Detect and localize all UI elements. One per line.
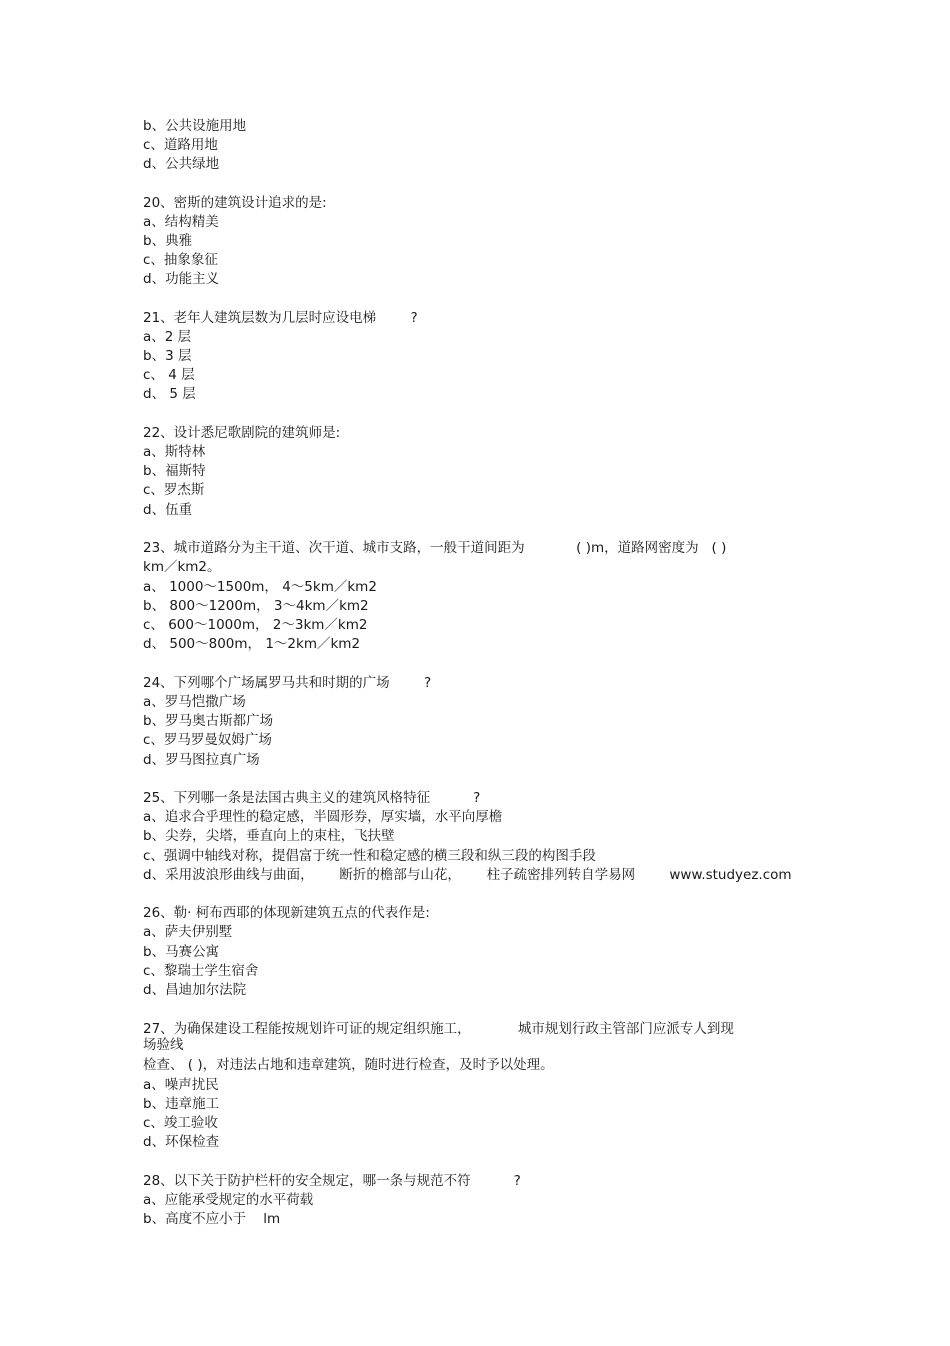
option-c-q25: c、强调中轴线对称，提倡富于统一性和稳定感的横三段和纵三段的构图手段 bbox=[143, 848, 596, 864]
option-a-q27: a、噪声扰民 bbox=[143, 1077, 219, 1093]
question-23: 23、城市道路分为主干道、次干道、城市支路，一般干道间距为 ( )m，道路网密度为 ( ) bbox=[143, 540, 727, 556]
option-d-q21: d、 5 层 bbox=[143, 386, 196, 402]
option-b-q26: b、马赛公寓 bbox=[143, 944, 220, 960]
question-21: 21、老年人建筑层数为几层时应设电梯 ? bbox=[143, 310, 418, 326]
option-d-q24: d、罗马图拉真广场 bbox=[143, 752, 260, 768]
option-c-q20: c、抽象象征 bbox=[143, 252, 218, 268]
option-a-q25: a、追求合乎理性的稳定感，半圆形券，厚实墙，水平向厚檐 bbox=[143, 809, 503, 825]
option-b-q23: b、 800～1200m， 3～4km／km2 bbox=[143, 598, 369, 614]
option-c-q22: c、罗杰斯 bbox=[143, 482, 205, 498]
option-c-q21: c、 4 层 bbox=[143, 367, 195, 383]
question-24: 24、下列哪个广场属罗马共和时期的广场 ? bbox=[143, 675, 432, 691]
option-c-q26: c、黎瑞士学生宿舍 bbox=[143, 963, 259, 979]
option-a-q26: a、萨夫伊别墅 bbox=[143, 924, 233, 940]
question-26: 26、勒· 柯布西耶的体现新建筑五点的代表作是: bbox=[143, 905, 430, 921]
option-b-q19: b、公共设施用地 bbox=[143, 118, 247, 134]
option-a-q23: a、 1000～1500m， 4～5km／km2 bbox=[143, 579, 377, 595]
option-d-q20: d、功能主义 bbox=[143, 271, 220, 287]
option-d-q22: d、伍重 bbox=[143, 502, 193, 518]
question-27-cont: 场验线 bbox=[143, 1037, 184, 1053]
option-c-q24: c、罗马罗曼奴姆广场 bbox=[143, 732, 272, 748]
option-b-q21: b、3 层 bbox=[143, 348, 192, 364]
option-d-q23: d、 500～800m， 1～2km／km2 bbox=[143, 636, 361, 652]
question-23-cont: km／km2。 bbox=[143, 559, 221, 575]
option-b-q27: b、违章施工 bbox=[143, 1096, 220, 1112]
option-b-q25: b、尖券，尖塔，垂直向上的束柱，飞扶壁 bbox=[143, 828, 395, 844]
question-20: 20、密斯的建筑设计追求的是: bbox=[143, 195, 327, 211]
question-27: 27、为确保建设工程能按规划许可证的规定组织施工， 城市规划行政主管部门应派专人到现 bbox=[143, 1021, 734, 1037]
option-b-q28: b、高度不应小于 lm bbox=[143, 1211, 281, 1227]
option-b-q22: b、福斯特 bbox=[143, 463, 206, 479]
question-22: 22、设计悉尼歌剧院的建筑师是: bbox=[143, 425, 341, 441]
question-25: 25、下列哪一条是法国古典主义的建筑风格特征 ? bbox=[143, 790, 481, 806]
option-d-q27: d、环保检查 bbox=[143, 1134, 220, 1150]
option-a-q24: a、罗马恺撒广场 bbox=[143, 694, 246, 710]
question-28: 28、以下关于防护栏杆的安全规定，哪一条与规范不符 ? bbox=[143, 1173, 521, 1189]
option-a-q20: a、结构精美 bbox=[143, 214, 219, 230]
option-a-q28: a、应能承受规定的水平荷载 bbox=[143, 1192, 314, 1208]
option-a-q21: a、2 层 bbox=[143, 329, 192, 345]
option-b-q20: b、典雅 bbox=[143, 233, 193, 249]
option-d-q26: d、昌迪加尔法院 bbox=[143, 982, 247, 998]
option-a-q22: a、斯特林 bbox=[143, 444, 206, 460]
question-27-cont2: 检查、 ( )，对违法占地和违章建筑，随时进行检查，及时予以处理。 bbox=[143, 1057, 554, 1073]
option-c-q27: c、竣工验收 bbox=[143, 1115, 218, 1131]
option-c-q23: c、 600～1000m， 2～3km／km2 bbox=[143, 617, 368, 633]
option-d-q25: d、采用波浪形曲线与曲面， 断折的檐部与山花， 柱子疏密排列转自学易网 www.studyez.com bbox=[143, 867, 792, 883]
option-c-q19: c、道路用地 bbox=[143, 137, 218, 153]
option-b-q24: b、罗马奥古斯都广场 bbox=[143, 713, 274, 729]
option-d-q19: d、公共绿地 bbox=[143, 156, 220, 172]
